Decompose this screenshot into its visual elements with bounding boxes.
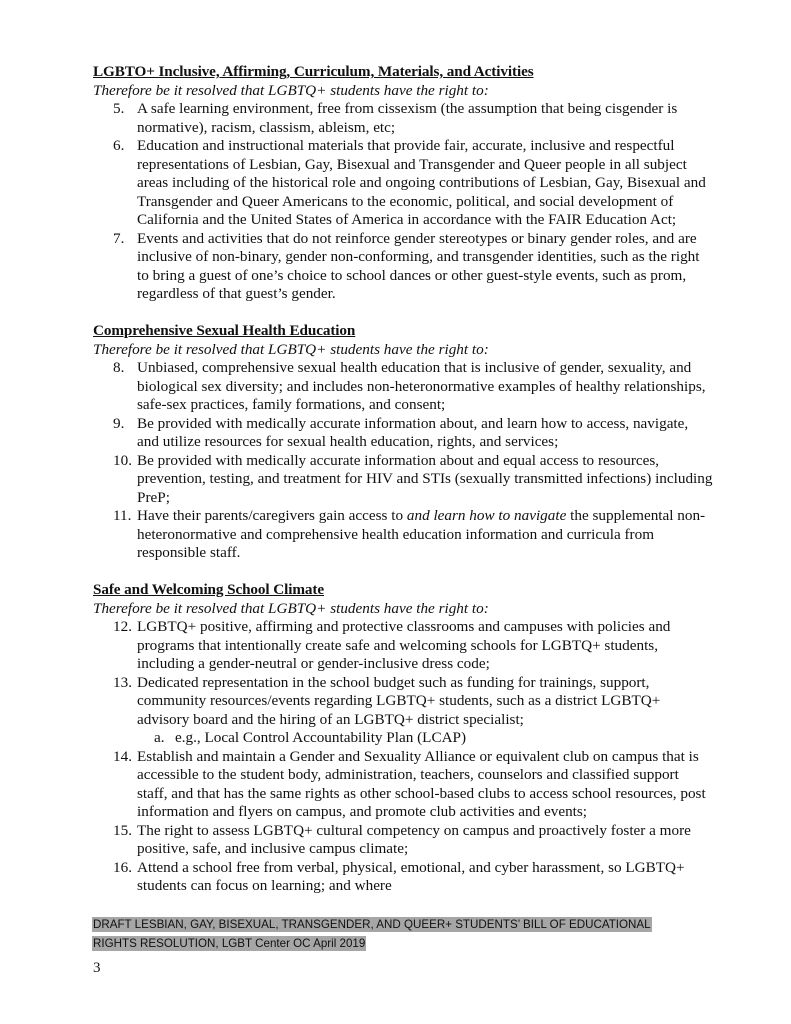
item-number: 15. bbox=[113, 821, 132, 839]
rights-list bbox=[93, 618, 713, 896]
item-text: Be provided with medically accurate information about, and learn how to access, navigate, and utilize resources for sexual health education, rights, and services; bbox=[137, 414, 689, 450]
list-item bbox=[93, 137, 713, 230]
list-item bbox=[93, 230, 713, 304]
item-number: 10. bbox=[113, 451, 132, 469]
sub-item-label: a. bbox=[154, 729, 165, 746]
item-number: 11. bbox=[113, 507, 132, 524]
footer-line-1: DRAFT LESBIAN, GAY, BISEXUAL, TRANSGENDER, AND QUEER+ STUDENTS’ BILL OF EDUCATIONAL bbox=[93, 918, 651, 931]
list-item bbox=[93, 859, 713, 896]
section-heading: Comprehensive Sexual Health Education bbox=[93, 322, 356, 339]
item-text: The right to assess LGBTQ+ cultural competency on campus and proactively foster a more positive, safe, and inclusive campus climate; bbox=[137, 821, 691, 857]
sub-item bbox=[137, 729, 713, 748]
item-text: Dedicated representation in the school budget such as funding for trainings, support, community resources/events regarding LGBTQ+ students, such as a district LGBTQ+ advisory board and the hiring of an LGBTQ+ district specialist; bbox=[137, 673, 661, 728]
item-text: Events and activities that do not reinforce gender stereotypes or binary gender roles, and are inclusive of non-binary, gender non-conforming, and transgender identities, such as the right to bring a guest of one’s choice to school dances or other guest-style events, such as prom, regardless of that guest’s gender. bbox=[137, 229, 700, 302]
section-sexual-health bbox=[93, 322, 713, 563]
list-item bbox=[93, 359, 713, 415]
list-item bbox=[93, 674, 713, 748]
sub-item-text: e.g., Local Control Accountability Plan (LCAP) bbox=[175, 729, 467, 746]
item-text: Unbiased, comprehensive sexual health education that is inclusive of gender, sexuality, and biological sex diversity; and includes non-heteronormative examples of healthy relationships, safe-sex practices, family formations, and consent; bbox=[137, 359, 706, 413]
item-text-after: the supplemental non-heteronormative and comprehensive health education information and curricula from responsible staff. bbox=[137, 507, 706, 561]
item-text: Establish and maintain a Gender and Sexuality Alliance or equivalent club on campus that is accessible to the student body, administration, teachers, counselors and classified support staff, and that has the same rights as other school-based clubs to access school resources, post information and flyers on campus, and promote club activities and events; bbox=[137, 747, 706, 820]
page-footer bbox=[92, 915, 652, 953]
list-item bbox=[93, 822, 713, 859]
item-text-before: Have their parents/caregivers gain access to bbox=[137, 507, 407, 524]
list-item bbox=[93, 452, 713, 508]
section-intro: Therefore be it resolved that LGBTQ+ students have the right to: bbox=[93, 81, 489, 99]
list-item bbox=[93, 100, 713, 137]
rights-list bbox=[93, 100, 713, 304]
item-text: Education and instructional materials that provide fair, accurate, inclusive and respectful representations of Lesbian, Gay, Bisexual and Transgender and Queer people in all subject areas including of the historical role and ongoing contributions of Lesbian, Gay, Bisexual and Transgender and Queer Americans to the economic, political, and social development of California and the United States of America in accordance with the FAIR Education Act; bbox=[137, 137, 706, 228]
page-number: 3 bbox=[93, 960, 101, 976]
item-number: 12. bbox=[113, 618, 132, 635]
footer-line-2: RIGHTS RESOLUTION, LGBT Center OC April 2019 bbox=[93, 937, 366, 950]
list-item bbox=[93, 618, 713, 674]
item-text-italic: and learn how to navigate bbox=[406, 507, 567, 524]
item-number: 9. bbox=[113, 414, 125, 432]
item-number: 16. bbox=[113, 858, 132, 876]
item-text: A safe learning environment, free from cissexism (the assumption that being cisgender is normative), racism, classism, ableism, etc; bbox=[137, 100, 678, 136]
section-intro: Therefore be it resolved that LGBTQ+ students have the right to: bbox=[93, 340, 489, 358]
section-intro: Therefore be it resolved that LGBTQ+ students have the right to: bbox=[93, 599, 489, 617]
section-heading: LGBTO+ Inclusive, Affirming, Curriculum, Materials, and Activities bbox=[93, 63, 534, 80]
section-heading: Safe and Welcoming School Climate bbox=[93, 581, 324, 598]
item-text: Attend a school free from verbal, physical, emotional, and cyber harassment, so LGBTQ+ students can focus on learning; and where bbox=[137, 858, 685, 894]
item-number: 6. bbox=[113, 137, 125, 154]
list-item bbox=[93, 415, 713, 452]
list-item bbox=[93, 507, 713, 563]
section-school-climate bbox=[93, 581, 713, 896]
document-page bbox=[93, 63, 713, 896]
item-number: 7. bbox=[113, 229, 125, 247]
item-text: LGBTQ+ positive, affirming and protective classrooms and campuses with policies and programs that intentionally create safe and welcoming schools for LGBTQ+ students, including a gender-neutral or gender-inclusive dress code; bbox=[137, 618, 671, 672]
item-text: Be provided with medically accurate information about and equal access to resources, prevention, testing, and treatment for HIV and STIs (sexually transmitted infections) including PreP; bbox=[137, 451, 713, 506]
item-number: 8. bbox=[113, 359, 125, 376]
item-number: 14. bbox=[113, 747, 132, 765]
rights-list bbox=[93, 359, 713, 563]
item-number: 13. bbox=[113, 673, 132, 691]
list-item bbox=[93, 748, 713, 822]
section-curriculum bbox=[93, 63, 713, 304]
item-number: 5. bbox=[113, 100, 125, 117]
